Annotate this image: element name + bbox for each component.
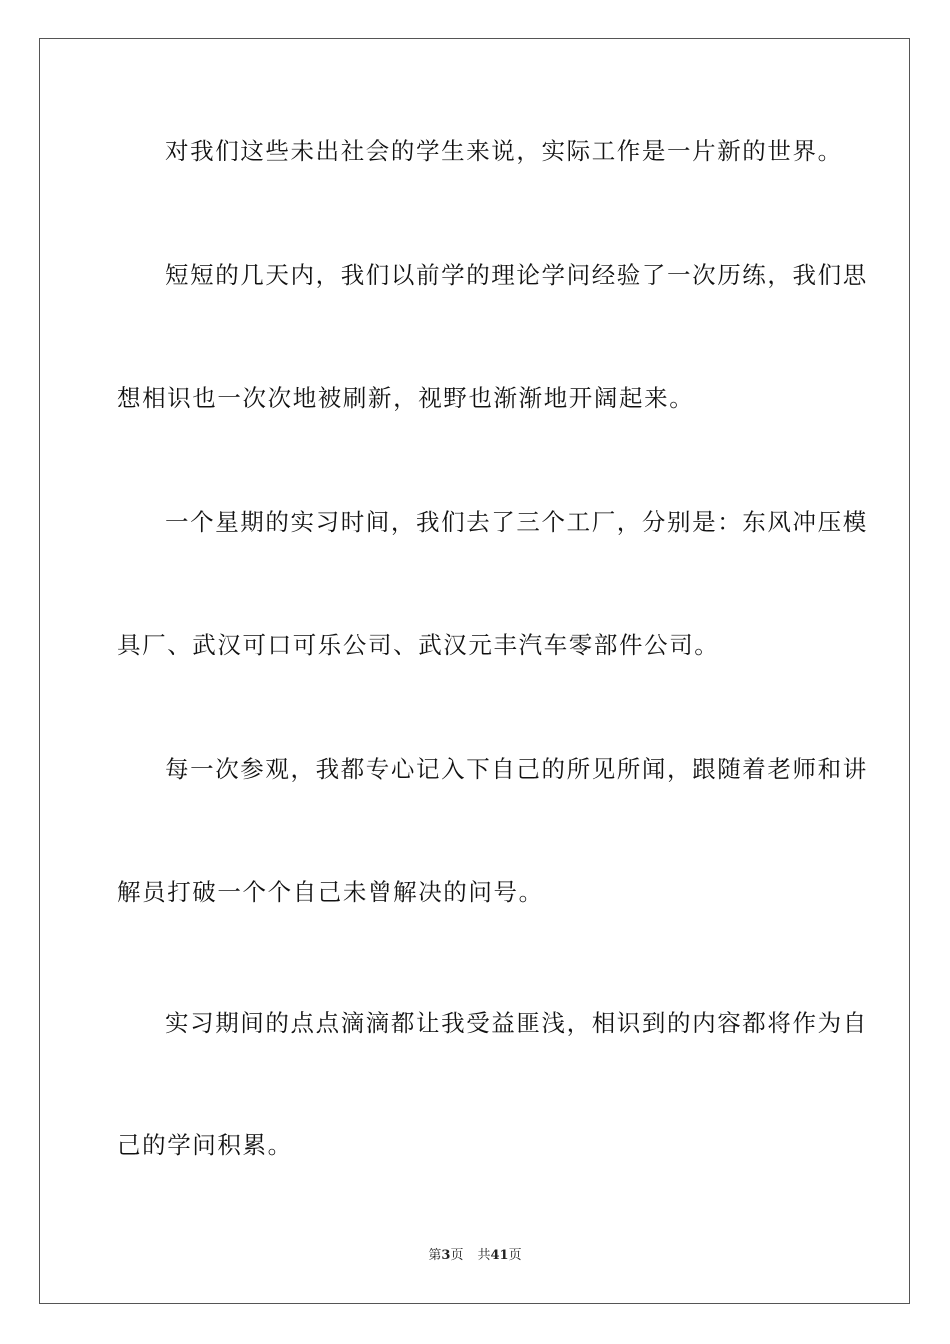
- paragraph-1-line-1: 对我们这些未出社会的学生来说，实际工作是一片新的世界。: [165, 137, 843, 165]
- paragraph-2-line-2: 想相识也一次次地被刷新，视野也渐渐地开阔起来。: [117, 384, 695, 412]
- footer-page-prefix: 第: [428, 1248, 442, 1263]
- paragraph-2-line-1: 短短的几天内，我们以前学的理论学问经验了一次历练，我们思: [165, 261, 868, 289]
- page-border: [39, 38, 910, 1304]
- footer-total-prefix: 共: [477, 1248, 491, 1263]
- footer-total-pages: 41: [490, 1248, 509, 1263]
- page-footer: [0, 1247, 950, 1265]
- paragraph-5-line-1: 实习期间的点点滴滴都让我受益匪浅，相识到的内容都将作为自: [165, 1009, 868, 1037]
- footer-total-suffix: 页: [508, 1248, 522, 1263]
- paragraph-4-line-1: 每一次参观，我都专心记入下自己的所见所闻，跟随着老师和讲: [165, 755, 868, 783]
- paragraph-3-line-1: 一个星期的实习时间，我们去了三个工厂，分别是：东风冲压模: [165, 508, 868, 536]
- footer-page-number: 3: [441, 1248, 451, 1263]
- paragraph-3-line-2: 具厂、武汉可口可乐公司、武汉元丰汽车零部件公司。: [117, 631, 720, 659]
- paragraph-5-line-2: 己的学问积累。: [117, 1131, 293, 1159]
- footer-page-suffix: 页: [450, 1248, 464, 1263]
- paragraph-4-line-2: 解员打破一个个自己未曾解决的问号。: [117, 878, 544, 906]
